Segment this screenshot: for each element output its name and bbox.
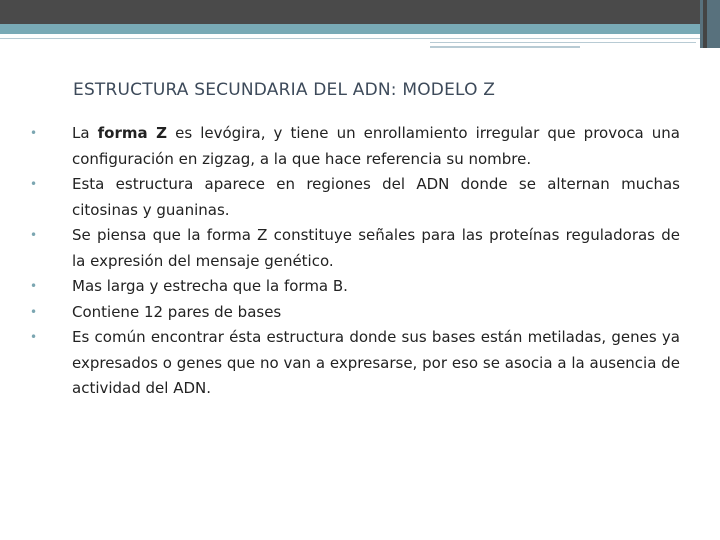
bullet-icon: •: [30, 304, 38, 319]
bullet-item: [30, 121, 680, 172]
bullet-text: Se piensa que la forma Z constituye señales para las proteínas reguladoras de la expresión del mensaje genético.: [72, 226, 680, 270]
bullet-item: [30, 300, 680, 326]
bullet-text: Esta estructura aparece en regiones del ADN donde se alternan muchas citosinas y guaninas.: [72, 175, 680, 219]
bullet-item: [30, 325, 680, 402]
bullet-item: [30, 172, 680, 223]
header-teal-band: [0, 24, 700, 34]
header-corner-stripe: [703, 0, 707, 48]
bullet-icon: •: [30, 279, 38, 293]
bullet-icon: •: [30, 126, 38, 140]
header-rule: [0, 38, 700, 39]
bullet-text-cont: es levógira, y tiene un enrollamiento irregular que provoca una configuración en zigzag, a la que hace referencia su nombre.: [72, 124, 680, 168]
header-rule-accent: [430, 46, 580, 48]
header-dark-band: [0, 0, 720, 24]
bullet-bold-term: forma Z: [97, 124, 168, 142]
bullet-item: [30, 274, 680, 300]
bullet-icon: •: [30, 228, 38, 242]
bullet-text: Mas larga y estrecha que la forma B.: [72, 277, 348, 295]
header-rule-short: [430, 42, 696, 43]
bullet-icon: •: [30, 330, 38, 344]
bullet-text: Contiene 12 pares de bases: [72, 302, 282, 321]
slide-title: ESTRUCTURA SECUNDARIA DEL ADN: MODELO Z: [73, 80, 496, 100]
bullet-text: Es común encontrar ésta estructura donde sus bases están metiladas, genes ya expresados o genes que no van a expresarse, por eso se asocia a la ausencia de actividad del ADN.: [72, 328, 680, 397]
bullet-item: [30, 223, 680, 274]
bullet-text: La: [72, 124, 98, 142]
bullet-list: [30, 121, 680, 402]
bullet-icon: •: [30, 177, 38, 191]
